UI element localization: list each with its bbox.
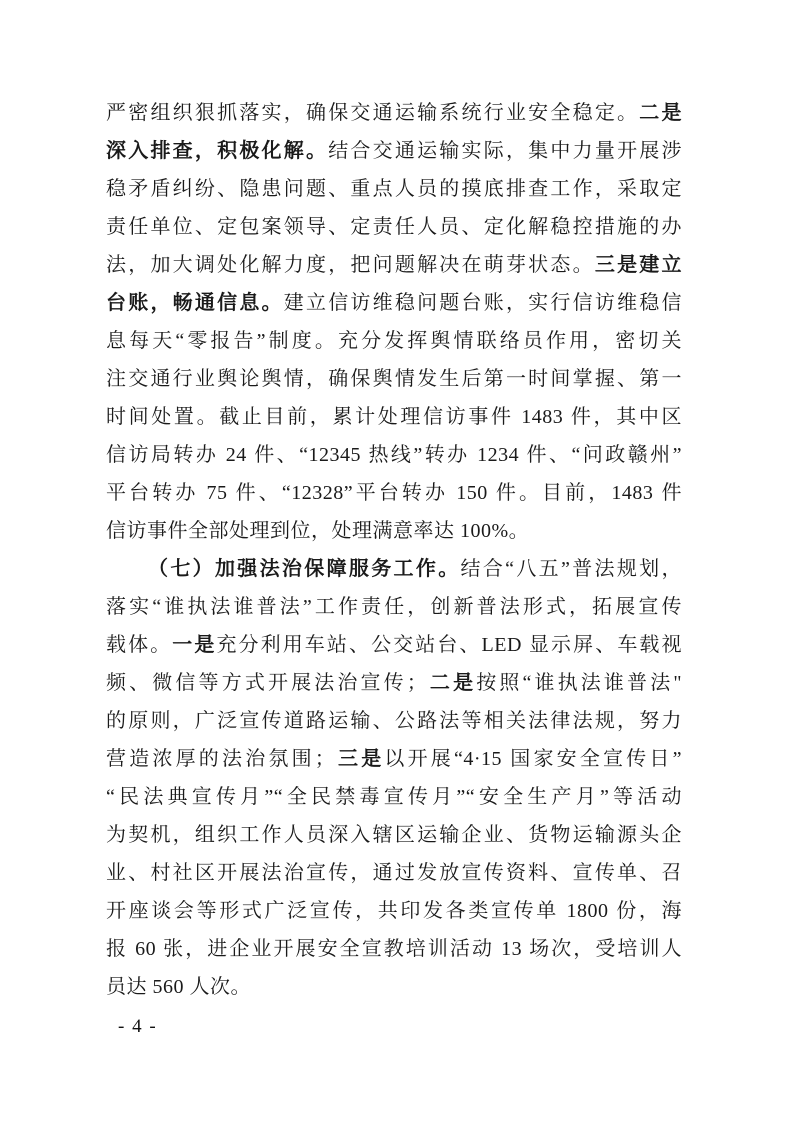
text-run: 以开展“4·15 国家安全宣传日” bbox=[384, 748, 682, 770]
text-run: 充分利用车站、公交站台、LED 显示屏、车载视 bbox=[216, 634, 682, 656]
text-line bbox=[106, 360, 682, 398]
text-run: 信访事件全部处理到位，处理满意率达 100%。 bbox=[106, 520, 530, 542]
text-run: 二是 bbox=[427, 672, 477, 694]
text-line bbox=[106, 398, 682, 436]
text-run: 为契机，组织工作人员深入辖区运输企业、货物运输源头企 bbox=[106, 824, 682, 846]
text-line bbox=[106, 892, 682, 930]
text-run: 的原则，广泛宣传道路运输、公路法等相关法律法规，努力 bbox=[106, 710, 682, 732]
text-run: 一是 bbox=[172, 634, 217, 656]
text-line bbox=[106, 930, 682, 968]
text-run: 责任单位、定包案领导、定责任人员、定化解稳控措施的办 bbox=[106, 216, 682, 238]
text-line bbox=[106, 474, 682, 512]
text-run: 营造浓厚的法治氛围； bbox=[106, 748, 336, 770]
text-run: 注交通行业舆论舆情，确保舆情发生后第一时间掌握、第一 bbox=[106, 368, 682, 390]
text-line bbox=[106, 284, 682, 322]
text-run: 法，加大调处化解力度，把问题解决在萌芽状态。 bbox=[106, 254, 595, 276]
text-run: 平台转办 75 件、“12328”平台转办 150 件。目前，1483 件 bbox=[106, 482, 682, 504]
text-run: 员达 560 人次。 bbox=[106, 976, 251, 998]
text-run: 业、村社区开展法治宣传，通过发放宣传资料、宣传单、召 bbox=[106, 862, 682, 884]
text-run: 时间处置。截止目前，累计处理信访事件 1483 件，其中区 bbox=[106, 406, 682, 428]
text-run: “民法典宣传月”“全民禁毒宣传月”“安全生产月”等活动 bbox=[106, 786, 682, 808]
text-line bbox=[106, 246, 682, 284]
text-line bbox=[106, 170, 682, 208]
text-line bbox=[106, 740, 682, 778]
text-run: 载体。 bbox=[106, 634, 173, 656]
page-number: - 4 - bbox=[118, 1016, 158, 1037]
text-line bbox=[106, 588, 682, 626]
text-run: 结合交通运输实际，集中力量开展涉 bbox=[328, 140, 682, 162]
text-run: 三是 bbox=[335, 748, 385, 770]
text-run: 开座谈会等形式广泛宣传，共印发各类宣传单 1800 份，海 bbox=[106, 900, 682, 922]
text-line bbox=[106, 626, 682, 664]
document-body bbox=[106, 94, 682, 1006]
text-run: 落实“谁执法谁普法”工作责任，创新普法形式，拓展宣传 bbox=[106, 596, 682, 618]
text-run: 二是 bbox=[639, 102, 682, 124]
text-line bbox=[106, 132, 682, 170]
text-run: 报 60 张，进企业开展安全宣教培训活动 13 场次，受培训人 bbox=[106, 938, 682, 960]
text-run: 稳矛盾纠纷、隐患问题、重点人员的摸底排查工作，采取定 bbox=[106, 178, 682, 200]
text-run: 信访局转办 24 件、“12345 热线”转办 1234 件、“问政赣州” bbox=[106, 444, 682, 466]
text-line bbox=[106, 664, 682, 702]
text-line bbox=[106, 968, 682, 1006]
text-line bbox=[106, 512, 682, 550]
text-run: 频、微信等方式开展法治宣传； bbox=[106, 672, 428, 694]
text-line bbox=[106, 550, 682, 588]
text-run: 息每天“零报告”制度。充分发挥舆情联络员作用，密切关 bbox=[106, 330, 682, 352]
text-run: 深入排查，积极化解。 bbox=[106, 140, 329, 162]
text-run: 台账，畅通信息。 bbox=[106, 292, 284, 314]
text-run: 按照“谁执法谁普法" bbox=[476, 672, 682, 694]
text-line bbox=[106, 208, 682, 246]
text-run: （七）加强法治保障服务工作。 bbox=[148, 558, 461, 580]
text-run: 结合“八五”普法规划， bbox=[460, 558, 682, 580]
text-line bbox=[106, 322, 682, 360]
text-line bbox=[106, 816, 682, 854]
text-line bbox=[106, 94, 682, 132]
text-line bbox=[106, 436, 682, 474]
text-run: 三是建立 bbox=[594, 254, 682, 276]
text-line bbox=[106, 854, 682, 892]
text-line bbox=[106, 702, 682, 740]
text-run: 建立信访维稳问题台账，实行信访维稳信 bbox=[283, 292, 682, 314]
text-run: 严密组织狠抓落实，确保交通运输系统行业安全稳定。 bbox=[106, 102, 640, 124]
text-line bbox=[106, 778, 682, 816]
